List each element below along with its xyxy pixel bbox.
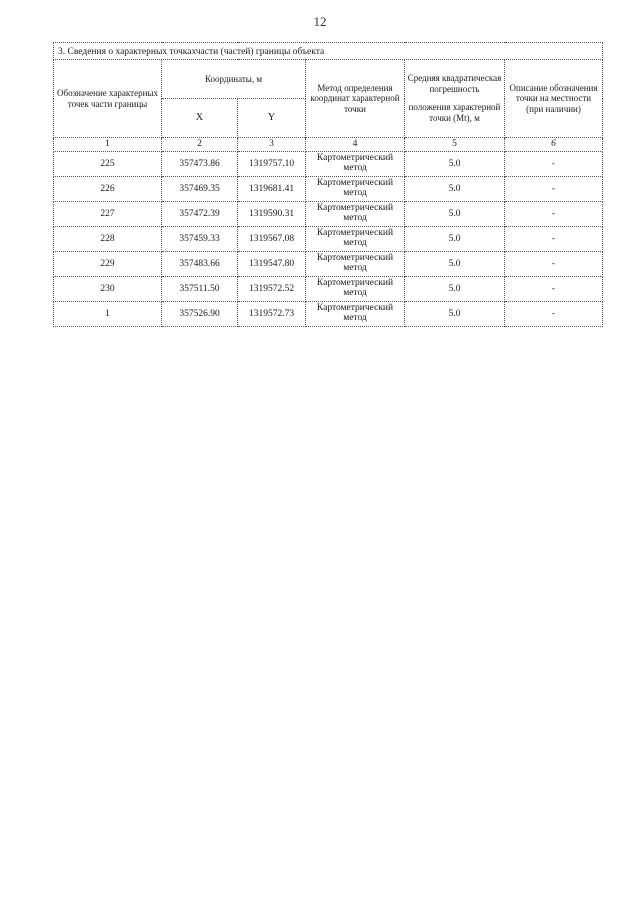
x-coordinate-cell: 357473.86 <box>162 152 238 177</box>
column-number: 3 <box>238 138 306 152</box>
y-coordinate-cell: 1319547.80 <box>238 252 306 277</box>
description-cell: - <box>505 277 603 302</box>
section-title: 3. Сведения о характерных точкахчасти (частей) границы объекта <box>54 43 603 60</box>
table-row <box>54 177 603 202</box>
y-coordinate-cell: 1319590.31 <box>238 202 306 227</box>
rms-cell: 5.0 <box>405 152 505 177</box>
method-cell: Картометрический метод <box>306 252 405 277</box>
table-row <box>54 152 603 177</box>
x-coordinate-cell: 357469.35 <box>162 177 238 202</box>
column-number: 2 <box>162 138 238 152</box>
description-cell: - <box>505 177 603 202</box>
header-y: Y <box>238 99 306 138</box>
description-cell: - <box>505 252 603 277</box>
method-cell: Картометрический метод <box>306 202 405 227</box>
point-cell: 228 <box>54 227 162 252</box>
column-number: 1 <box>54 138 162 152</box>
table-row <box>54 252 603 277</box>
table-row <box>54 227 603 252</box>
header-description: Описание обозначения точки на местности (при наличии) <box>505 60 603 138</box>
point-cell: 230 <box>54 277 162 302</box>
page-number: 12 <box>313 14 327 29</box>
description-cell: - <box>505 227 603 252</box>
description-cell: - <box>505 302 603 327</box>
point-cell: 226 <box>54 177 162 202</box>
point-cell: 1 <box>54 302 162 327</box>
method-cell: Картометрический метод <box>306 227 405 252</box>
header-rms <box>405 60 505 138</box>
y-coordinate-cell: 1319567.08 <box>238 227 306 252</box>
y-coordinate-cell: 1319757.10 <box>238 152 306 177</box>
header-method: Метод определения координат характерной точки <box>306 60 405 138</box>
point-cell: 229 <box>54 252 162 277</box>
boundary-points-table-container <box>53 42 602 327</box>
header-rms-line1: Средняя квадратическая погрешность <box>407 73 502 95</box>
rms-cell: 5.0 <box>405 252 505 277</box>
x-coordinate-cell: 357526.90 <box>162 302 238 327</box>
method-cell: Картометрический метод <box>306 152 405 177</box>
x-coordinate-cell: 357472.39 <box>162 202 238 227</box>
header-rms-line2: положения характерной точки (Mt), м <box>408 101 501 123</box>
description-cell: - <box>505 152 603 177</box>
header-x: X <box>162 99 238 138</box>
column-number: 6 <box>505 138 603 152</box>
method-cell: Картометрический метод <box>306 302 405 327</box>
column-number: 4 <box>306 138 405 152</box>
table-row <box>54 302 603 327</box>
table-row <box>54 277 603 302</box>
rms-cell: 5.0 <box>405 177 505 202</box>
rms-cell: 5.0 <box>405 277 505 302</box>
x-coordinate-cell: 357459.33 <box>162 227 238 252</box>
rms-cell: 5.0 <box>405 302 505 327</box>
column-number-row <box>54 138 603 152</box>
method-cell: Картометрический метод <box>306 277 405 302</box>
header-coordinates: Координаты, м <box>162 60 306 99</box>
y-coordinate-cell: 1319681.41 <box>238 177 306 202</box>
column-number: 5 <box>405 138 505 152</box>
description-cell: - <box>505 202 603 227</box>
y-coordinate-cell: 1319572.52 <box>238 277 306 302</box>
point-cell: 225 <box>54 152 162 177</box>
point-cell: 227 <box>54 202 162 227</box>
rms-cell: 5.0 <box>405 202 505 227</box>
x-coordinate-cell: 357483.66 <box>162 252 238 277</box>
y-coordinate-cell: 1319572.73 <box>238 302 306 327</box>
x-coordinate-cell: 357511.50 <box>162 277 238 302</box>
rms-cell: 5.0 <box>405 227 505 252</box>
header-point-designation: Обозначение характерных точек части границы <box>54 60 162 138</box>
table-row <box>54 202 603 227</box>
method-cell: Картометрический метод <box>306 177 405 202</box>
boundary-points-table <box>53 42 603 327</box>
